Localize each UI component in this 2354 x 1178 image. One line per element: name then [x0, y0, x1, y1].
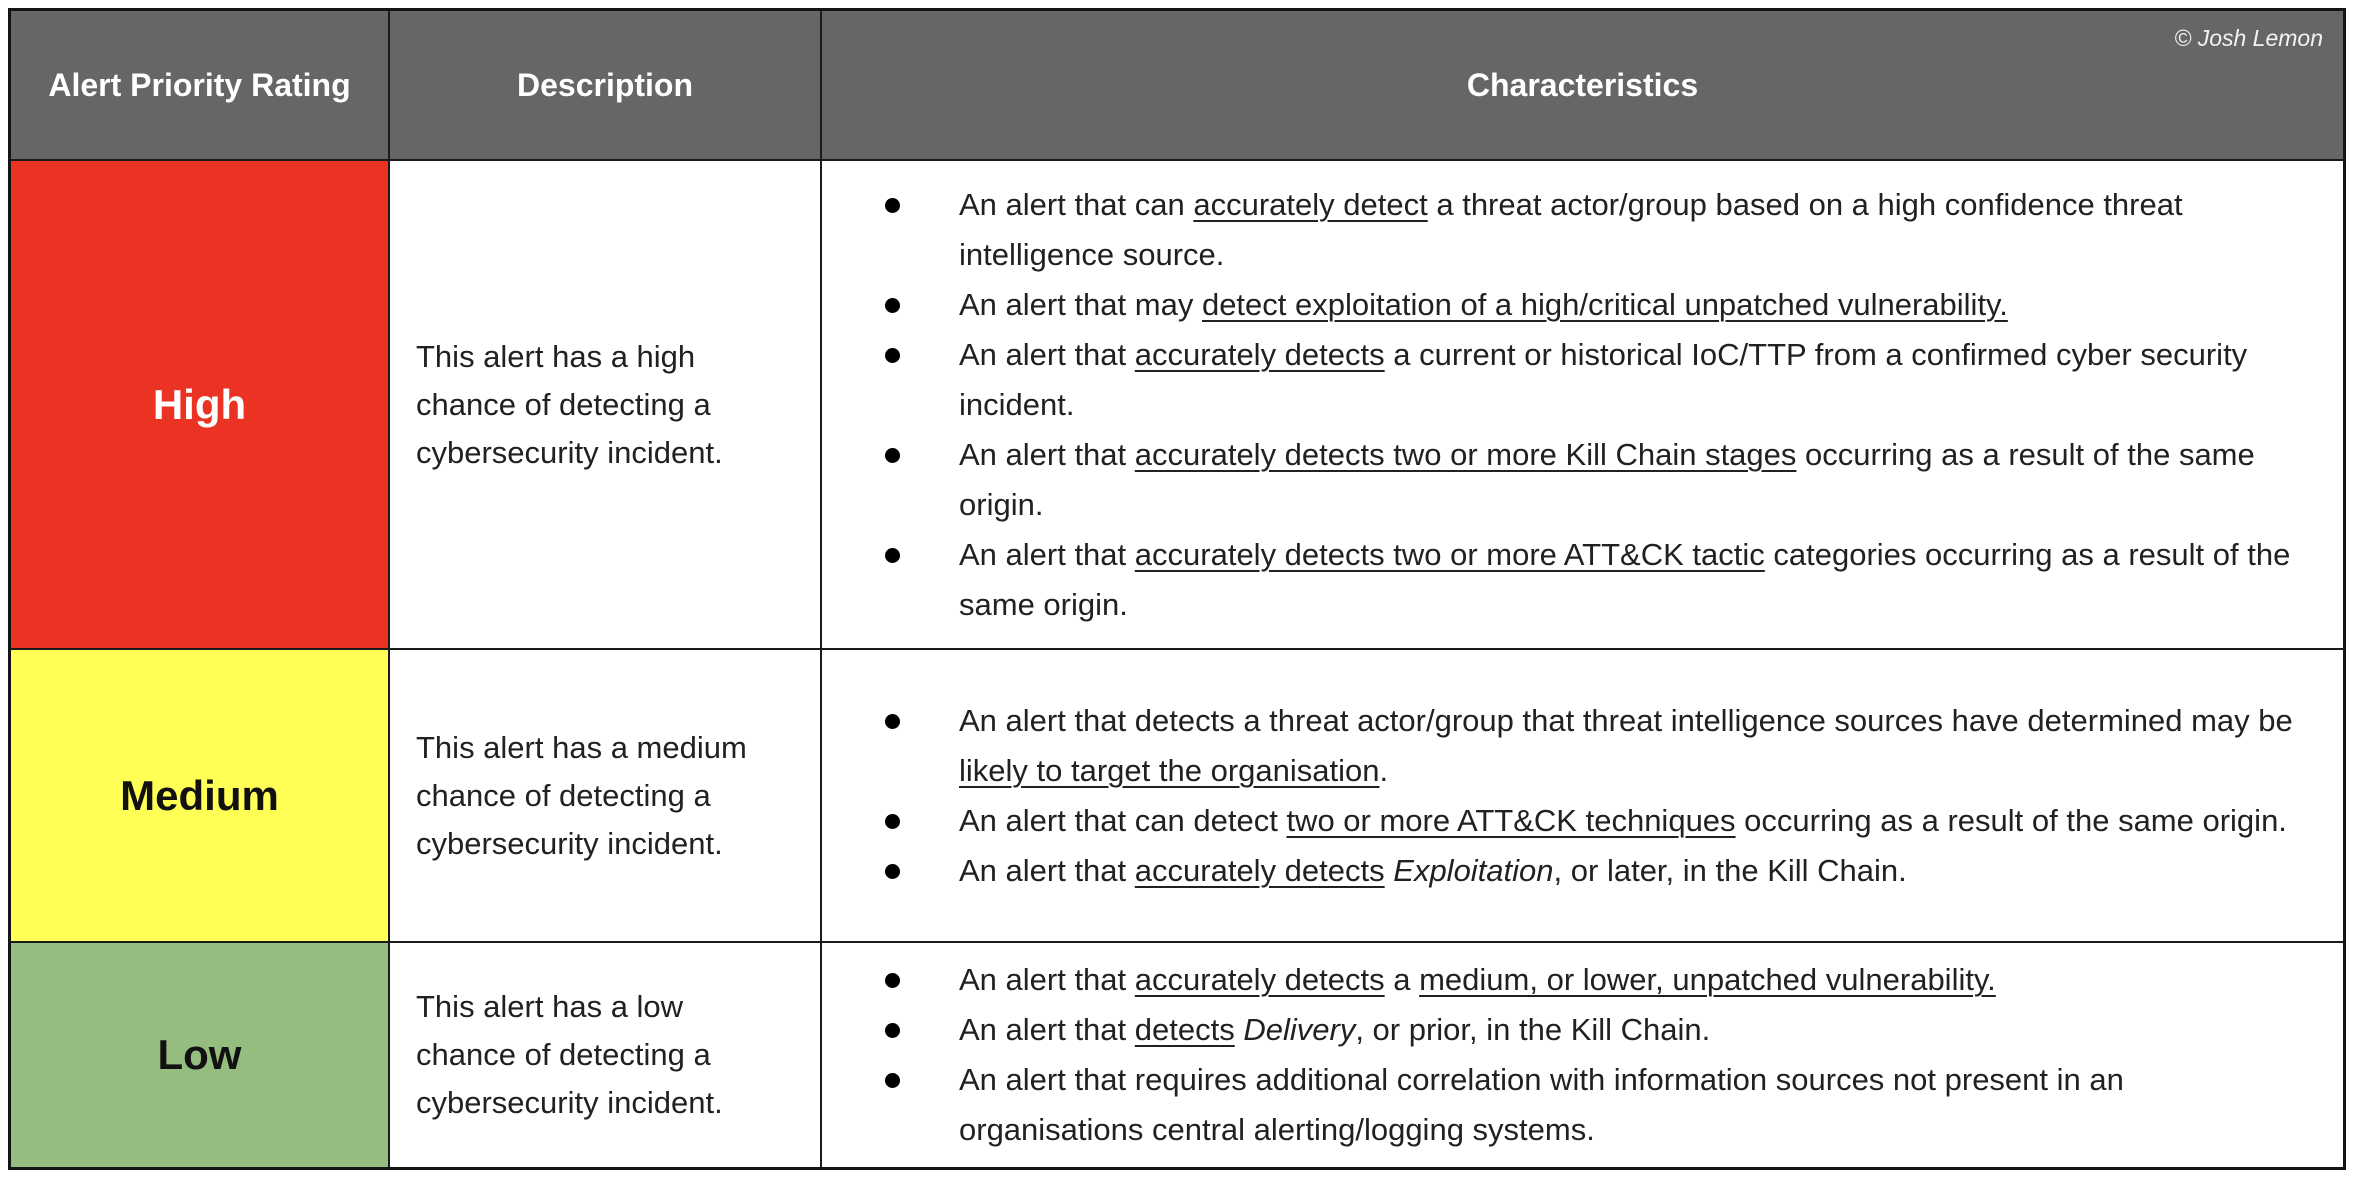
column-header-label: Description: [516, 67, 694, 103]
rating-cell-low: Low: [11, 943, 390, 1167]
characteristic-item: An alert that accurately detects Exploitation, or later, in the Kill Chain.: [877, 846, 2307, 896]
description-text: This alert has a medium chance of detecting a cybersecurity incident.: [416, 729, 747, 861]
characteristic-item: An alert that detects Delivery, or prior, in the Kill Chain.: [877, 1005, 2307, 1055]
characteristics-list: [822, 955, 2343, 1155]
description-cell-low: [390, 943, 822, 1167]
characteristic-item: An alert that accurately detects a current or historical IoC/TTP from a confirmed cyber security incident.: [877, 330, 2307, 430]
characteristic-item: An alert that accurately detects two or more ATT&CK tactic categories occurring as a result of the same origin.: [877, 530, 2307, 630]
characteristic-item: An alert that accurately detects a medium, or lower, unpatched vulnerability.: [877, 955, 2307, 1005]
description-text: This alert has a low chance of detecting a cybersecurity incident.: [416, 989, 723, 1120]
column-header-characteristics: [822, 11, 2343, 161]
description-cell-medium: [390, 650, 822, 943]
column-header-alert-priority-rating: [11, 11, 390, 161]
characteristics-list: [822, 180, 2343, 630]
characteristic-item: An alert that accurately detects two or more Kill Chain stages occurring as a result of the same origin.: [877, 430, 2307, 530]
characteristic-item: An alert that may detect exploitation of a high/critical unpatched vulnerability.: [877, 280, 2307, 330]
rating-cell-medium: Medium: [11, 650, 390, 943]
description-text: This alert has a high chance of detecting a cybersecurity incident.: [416, 338, 723, 470]
description-cell-high: [390, 161, 822, 650]
alert-priority-table: [8, 8, 2346, 1170]
column-header-label: Characteristics: [1466, 67, 1699, 103]
characteristics-cell-high: [822, 161, 2343, 650]
copyright-notice: © Josh Lemon: [2174, 25, 2323, 51]
characteristics-cell-low: [822, 943, 2343, 1167]
column-header-label: Alert Priority Rating: [48, 67, 351, 103]
characteristic-item: An alert that can accurately detect a threat actor/group based on a high confidence threat intelligence source.: [877, 180, 2307, 280]
characteristic-item: An alert that detects a threat actor/group that threat intelligence sources have determined may be likely to target the organisation.: [877, 696, 2307, 796]
characteristics-list: [822, 696, 2343, 896]
column-header-description: [390, 11, 822, 161]
rating-cell-high: High: [11, 161, 390, 650]
characteristic-item: An alert that requires additional correlation with information sources not present in an organisations central alerting/logging systems.: [877, 1055, 2307, 1155]
characteristics-cell-medium: [822, 650, 2343, 943]
characteristic-item: An alert that can detect two or more ATT&CK techniques occurring as a result of the same origin.: [877, 796, 2307, 846]
